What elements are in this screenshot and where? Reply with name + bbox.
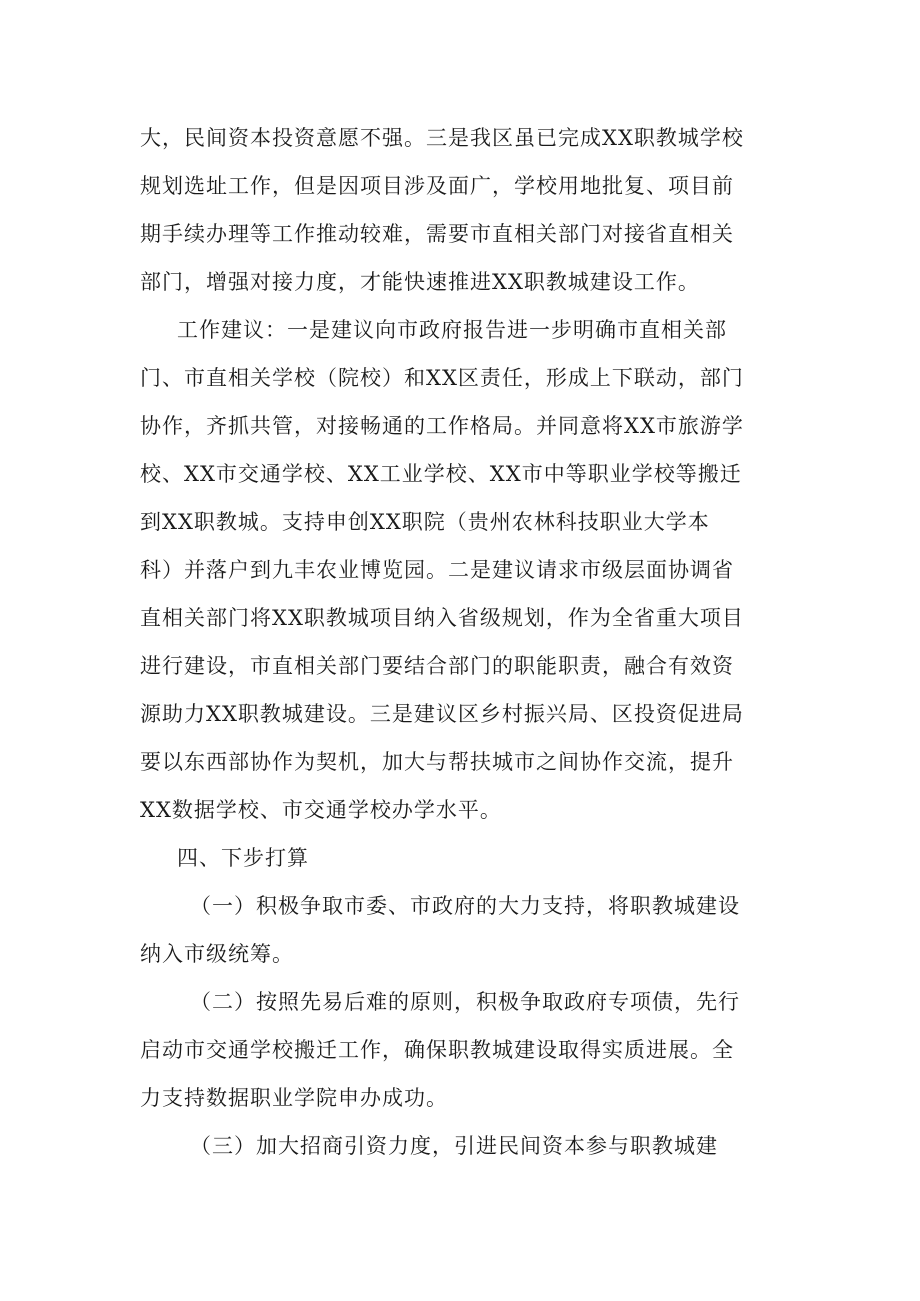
text-line: 源助力XX职教城建设。三是建议区乡村振兴局、区投资促进局 bbox=[140, 702, 744, 726]
text-line: 部门，增强对接力度，才能快速推进XX职教城建设工作。 bbox=[140, 270, 700, 294]
text-line: 力支持数据职业学院申办成功。 bbox=[140, 1086, 448, 1110]
text-line: 进行建设，市直相关部门要结合部门的职能职责，融合有效资 bbox=[140, 654, 734, 678]
section-heading: 四、下步打算 bbox=[177, 846, 309, 870]
text-line: 期手续办理等工作推动较难，需要市直相关部门对接省直相关 bbox=[140, 222, 734, 246]
text-line: 启动市交通学校搬迁工作，确保职教城建设取得实质进展。全 bbox=[140, 1038, 734, 1062]
text-line: 校、XX市交通学校、XX工业学校、XX市中等职业学校等搬迁 bbox=[140, 462, 742, 486]
text-line: XX数据学校、市交通学校办学水平。 bbox=[140, 798, 502, 822]
text-line: 纳入市级统筹。 bbox=[140, 942, 294, 966]
text-line: 工作建议：一是建议向市政府报告进一步明确市直相关部 bbox=[177, 318, 727, 342]
text-line: 科）并落户到九丰农业博览园。二是建议请求市级层面协调省 bbox=[140, 558, 734, 582]
text-line: 协作，齐抓共管，对接畅通的工作格局。并同意将XX市旅游学 bbox=[140, 414, 744, 438]
text-line: 要以东西部协作为契机，加大与帮扶城市之间协作交流，提升 bbox=[140, 750, 734, 774]
text-line: 到XX职教城。支持申创XX职院（贵州农林科技职业大学本 bbox=[140, 510, 710, 534]
text-line: （三）加大招商引资力度，引进民间资本参与职教城建 bbox=[190, 1134, 718, 1158]
text-line: 门、市直相关学校（院校）和XX区责任，形成上下联动，部门 bbox=[140, 366, 744, 390]
text-line: 大，民间资本投资意愿不强。三是我区虽已完成XX职教城学校 bbox=[140, 126, 744, 150]
text-line: 规划选址工作，但是因项目涉及面广，学校用地批复、项目前 bbox=[140, 174, 734, 198]
text-line: 直相关部门将XX职教城项目纳入省级规划，作为全省重大项目 bbox=[140, 606, 744, 630]
text-line: （一）积极争取市委、市政府的大力支持，将职教城建设 bbox=[190, 894, 740, 918]
text-line: （二）按照先易后难的原则，积极争取政府专项债，先行 bbox=[190, 990, 740, 1014]
